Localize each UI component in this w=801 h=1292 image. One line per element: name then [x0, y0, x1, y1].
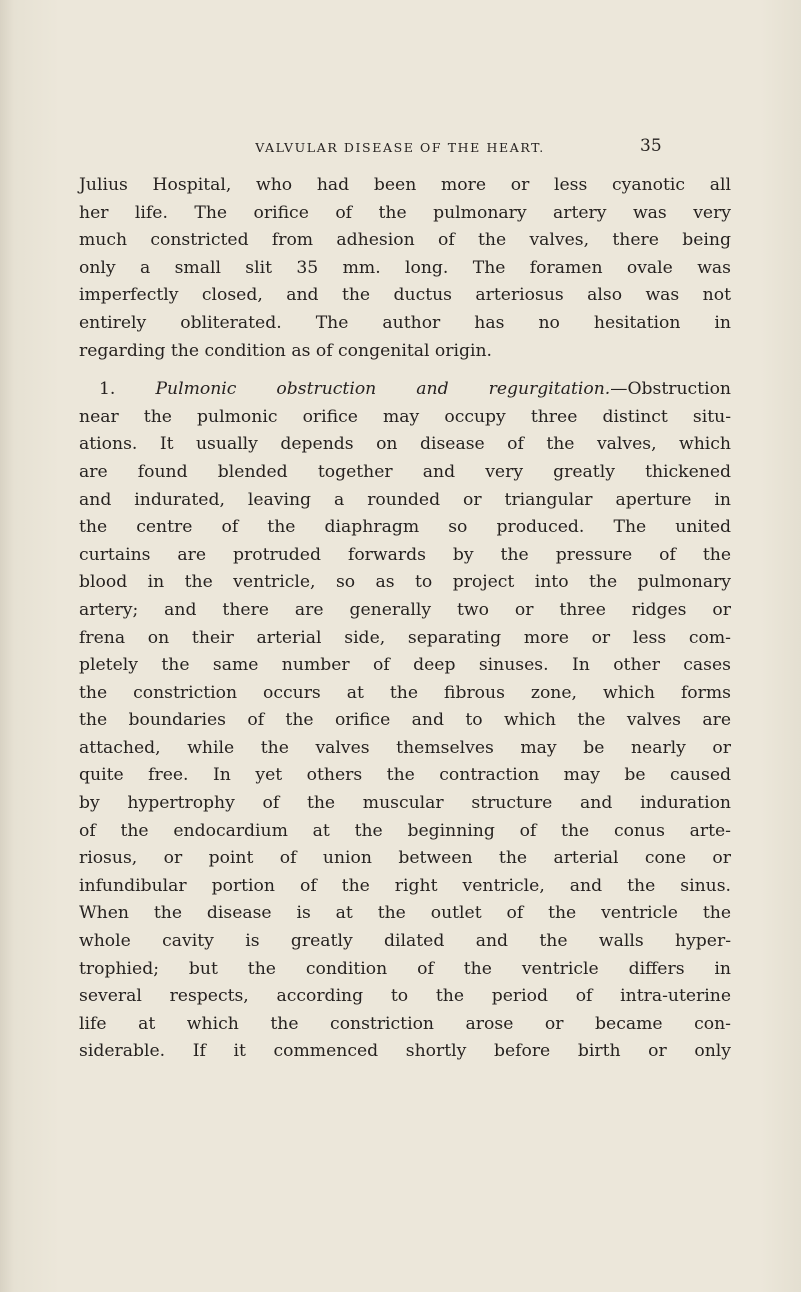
text-line: blood in the ventricle, so as to project into the pulmonary [79, 572, 731, 593]
text-line: pletely the same number of deep sinuses. In other cases [79, 655, 731, 676]
text-line: by hypertrophy of the muscular structure and induration [79, 793, 731, 814]
text-line: trophied; but the condition of the ventricle differs in [79, 958, 731, 979]
text-line: infundibular portion of the right ventricle, and the sinus. [79, 875, 731, 896]
paragraph-2-first-line [79, 376, 731, 404]
body-text [79, 172, 731, 1066]
text-line: riosus, or point of union between the arterial cone or [79, 848, 731, 869]
text-line: life at which the constriction arose or became con- [79, 1013, 731, 1034]
text-line: attached, while the valves themselves may be nearly or [79, 737, 731, 758]
text-line: frena on their arterial side, separating more or less com- [79, 627, 731, 648]
text-line: regarding the condition as of congenital origin. [79, 340, 493, 361]
text-line: entirely obliterated. The author has no hesitation in [79, 312, 731, 333]
paragraph-2 [79, 376, 731, 1066]
paragraph-gap [79, 365, 731, 376]
text-line: the centre of the diaphragm so produced. The united [79, 517, 731, 538]
text-line: of the endocardium at the beginning of the conus arte- [79, 820, 731, 841]
first-line-rest: —Obstruction [610, 379, 731, 400]
text-line: her life. The orifice of the pulmonary artery was very [79, 202, 731, 223]
text-line: the boundaries of the orifice and to which the valves are [79, 710, 731, 731]
text-line: whole cavity is greatly dilated and the walls hyper- [79, 931, 731, 952]
text-line: imperfectly closed, and the ductus arteriosus also was not [79, 285, 731, 306]
text-line: siderable. If it commenced shortly before birth or only [79, 1041, 731, 1062]
paragraph-1 [79, 172, 731, 365]
running-title: VALVULAR DISEASE OF THE HEART. [255, 140, 545, 155]
text-line: only a small slit 35 mm. long. The foramen ovale was [79, 257, 731, 278]
text-line: much constricted from adhesion of the valves, there being [79, 230, 731, 251]
text-line: When the disease is at the outlet of the ventricle the [79, 903, 731, 924]
text-line: quite free. In yet others the contraction may be caused [79, 765, 731, 786]
section-number: 1. [99, 379, 116, 400]
text-line: ations. It usually depends on disease of the valves, which [79, 434, 731, 455]
section-heading: Pulmonic obstruction and regurgitation. [155, 379, 611, 400]
text-line: and indurated, leaving a rounded or triangular aperture in [79, 489, 731, 510]
page-number: 35 [640, 136, 662, 156]
text-line: are found blended together and very greatly thickened [79, 461, 731, 482]
text-line: the constriction occurs at the fibrous zone, which forms [79, 682, 731, 703]
text-line: several respects, according to the period of intra-uterine [79, 986, 731, 1007]
text-line: near the pulmonic orifice may occupy three distinct situ- [79, 406, 731, 427]
text-line: Julius Hospital, who had been more or less cyanotic all [79, 175, 731, 195]
text-line: curtains are protruded forwards by the pressure of the [79, 544, 731, 565]
text-line: artery; and there are generally two or three ridges or [79, 599, 731, 620]
